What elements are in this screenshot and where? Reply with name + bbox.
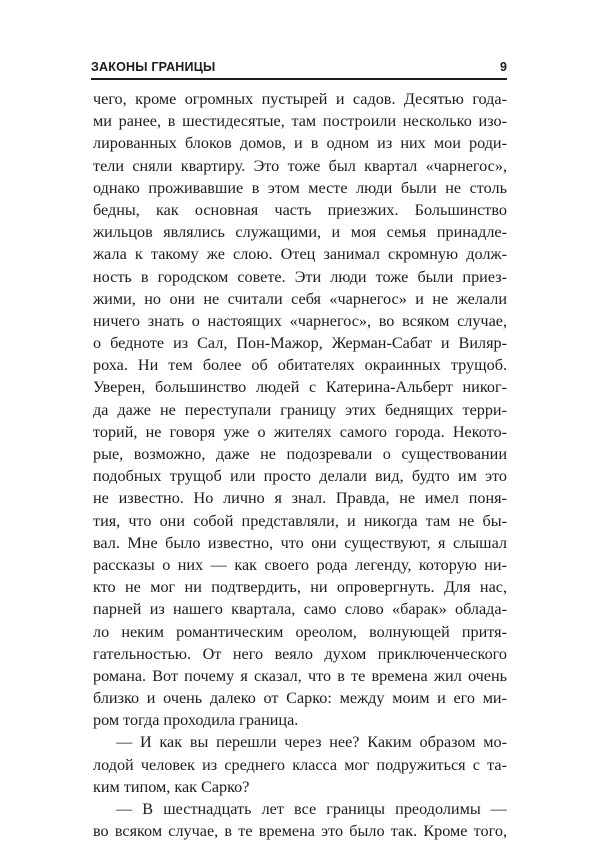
text-line: — В шестнадцать лет все границы преодолимы — (116, 800, 507, 818)
text-line: жильцов являлись служащими, и моя семья принадле- (93, 223, 507, 242)
text-line: во всяком случае, в те времена это было так. Кроме того, (93, 822, 507, 841)
text-line: подобных трущоб или просто делали вид, будто им это (93, 467, 507, 486)
text-line: бедны, как основная часть приезжих. Большинство (93, 200, 507, 219)
text-line: не известно. Но лично я знал. Правда, не имел поня- (93, 489, 507, 508)
page-number: 9 (500, 60, 507, 74)
text-line: жими, но они не считали себя «чарнегос» и не желали (93, 289, 507, 308)
text-line: ло неким романтическим ореолом, волнующей притя- (93, 622, 507, 641)
text-line: Уверен, большинство людей с Катерина-Альберт никог- (93, 378, 507, 397)
text-line: ность в городском совете. Эти люди тоже были приез- (93, 267, 507, 286)
body-text (93, 88, 507, 842)
header-rule (91, 78, 507, 80)
text-line: ми ранее, в шестидесятые, там построили несколько изо- (93, 112, 507, 131)
text-line: роха. Ни тем более об обитателях окраинных трущоб. (93, 356, 507, 375)
text-line: гательностью. От него веяло духом приключенческого (93, 644, 507, 663)
text-line: вал. Мне было известно, что они существуют, я слышал (93, 533, 507, 552)
text-line: тели сняли квартиру. Это тоже был квартал «чарнегос», (93, 156, 507, 175)
text-line: — И как вы перешли через нее? Каким образом мо- (116, 733, 507, 752)
text-line: чего, кроме огромных пустырей и садов. Десятью года- (93, 90, 507, 108)
text-line: рассказы о них — как своего рода легенду, которую ни- (93, 555, 507, 574)
text-line: тия, что они собой представляли, и никогда там не бы- (93, 511, 507, 530)
text-line: близко и очень далеко от Сарко: между моим и его ми- (93, 689, 507, 708)
text-line: о бедноте из Сал, Пон-Мажор, Жерман-Сабат и Виляр- (93, 334, 507, 353)
text-line: парней из нашего квартала, само слово «барак» облада- (93, 600, 507, 619)
text-line: жала к такому же слою. Отец занимал скромную долж- (93, 245, 507, 264)
running-header (91, 58, 507, 80)
text-line: кто не мог ни подтвердить, ни опровергнуть. Для нас, (93, 578, 507, 597)
text-line: да даже не переступали границу этих беднящих терри- (93, 400, 507, 419)
text-line: рые, возможно, даже не подозревали о существовании (93, 445, 507, 463)
text-line: романа. Вот почему я сказал, что в те времена жил очень (93, 666, 507, 685)
running-title: ЗАКОНЫ ГРАНИЦЫ (91, 60, 216, 74)
text-line: ким типом, как Сарко? (93, 777, 250, 796)
text-line: ром тогда проходила граница. (93, 711, 299, 730)
text-line: торий, не говоря уже о жителях самого города. Некото- (93, 422, 507, 441)
text-line: однако проживавшие в этом месте люди были не столь (93, 178, 507, 197)
text-line: лодой человек из среднего класса мог подружиться с та- (93, 755, 507, 774)
text-line: лированных блоков домов, и в одном из них мои роди- (93, 134, 507, 153)
text-line: ничего знать о настоящих «чарнегос», во всяком случае, (93, 311, 507, 330)
